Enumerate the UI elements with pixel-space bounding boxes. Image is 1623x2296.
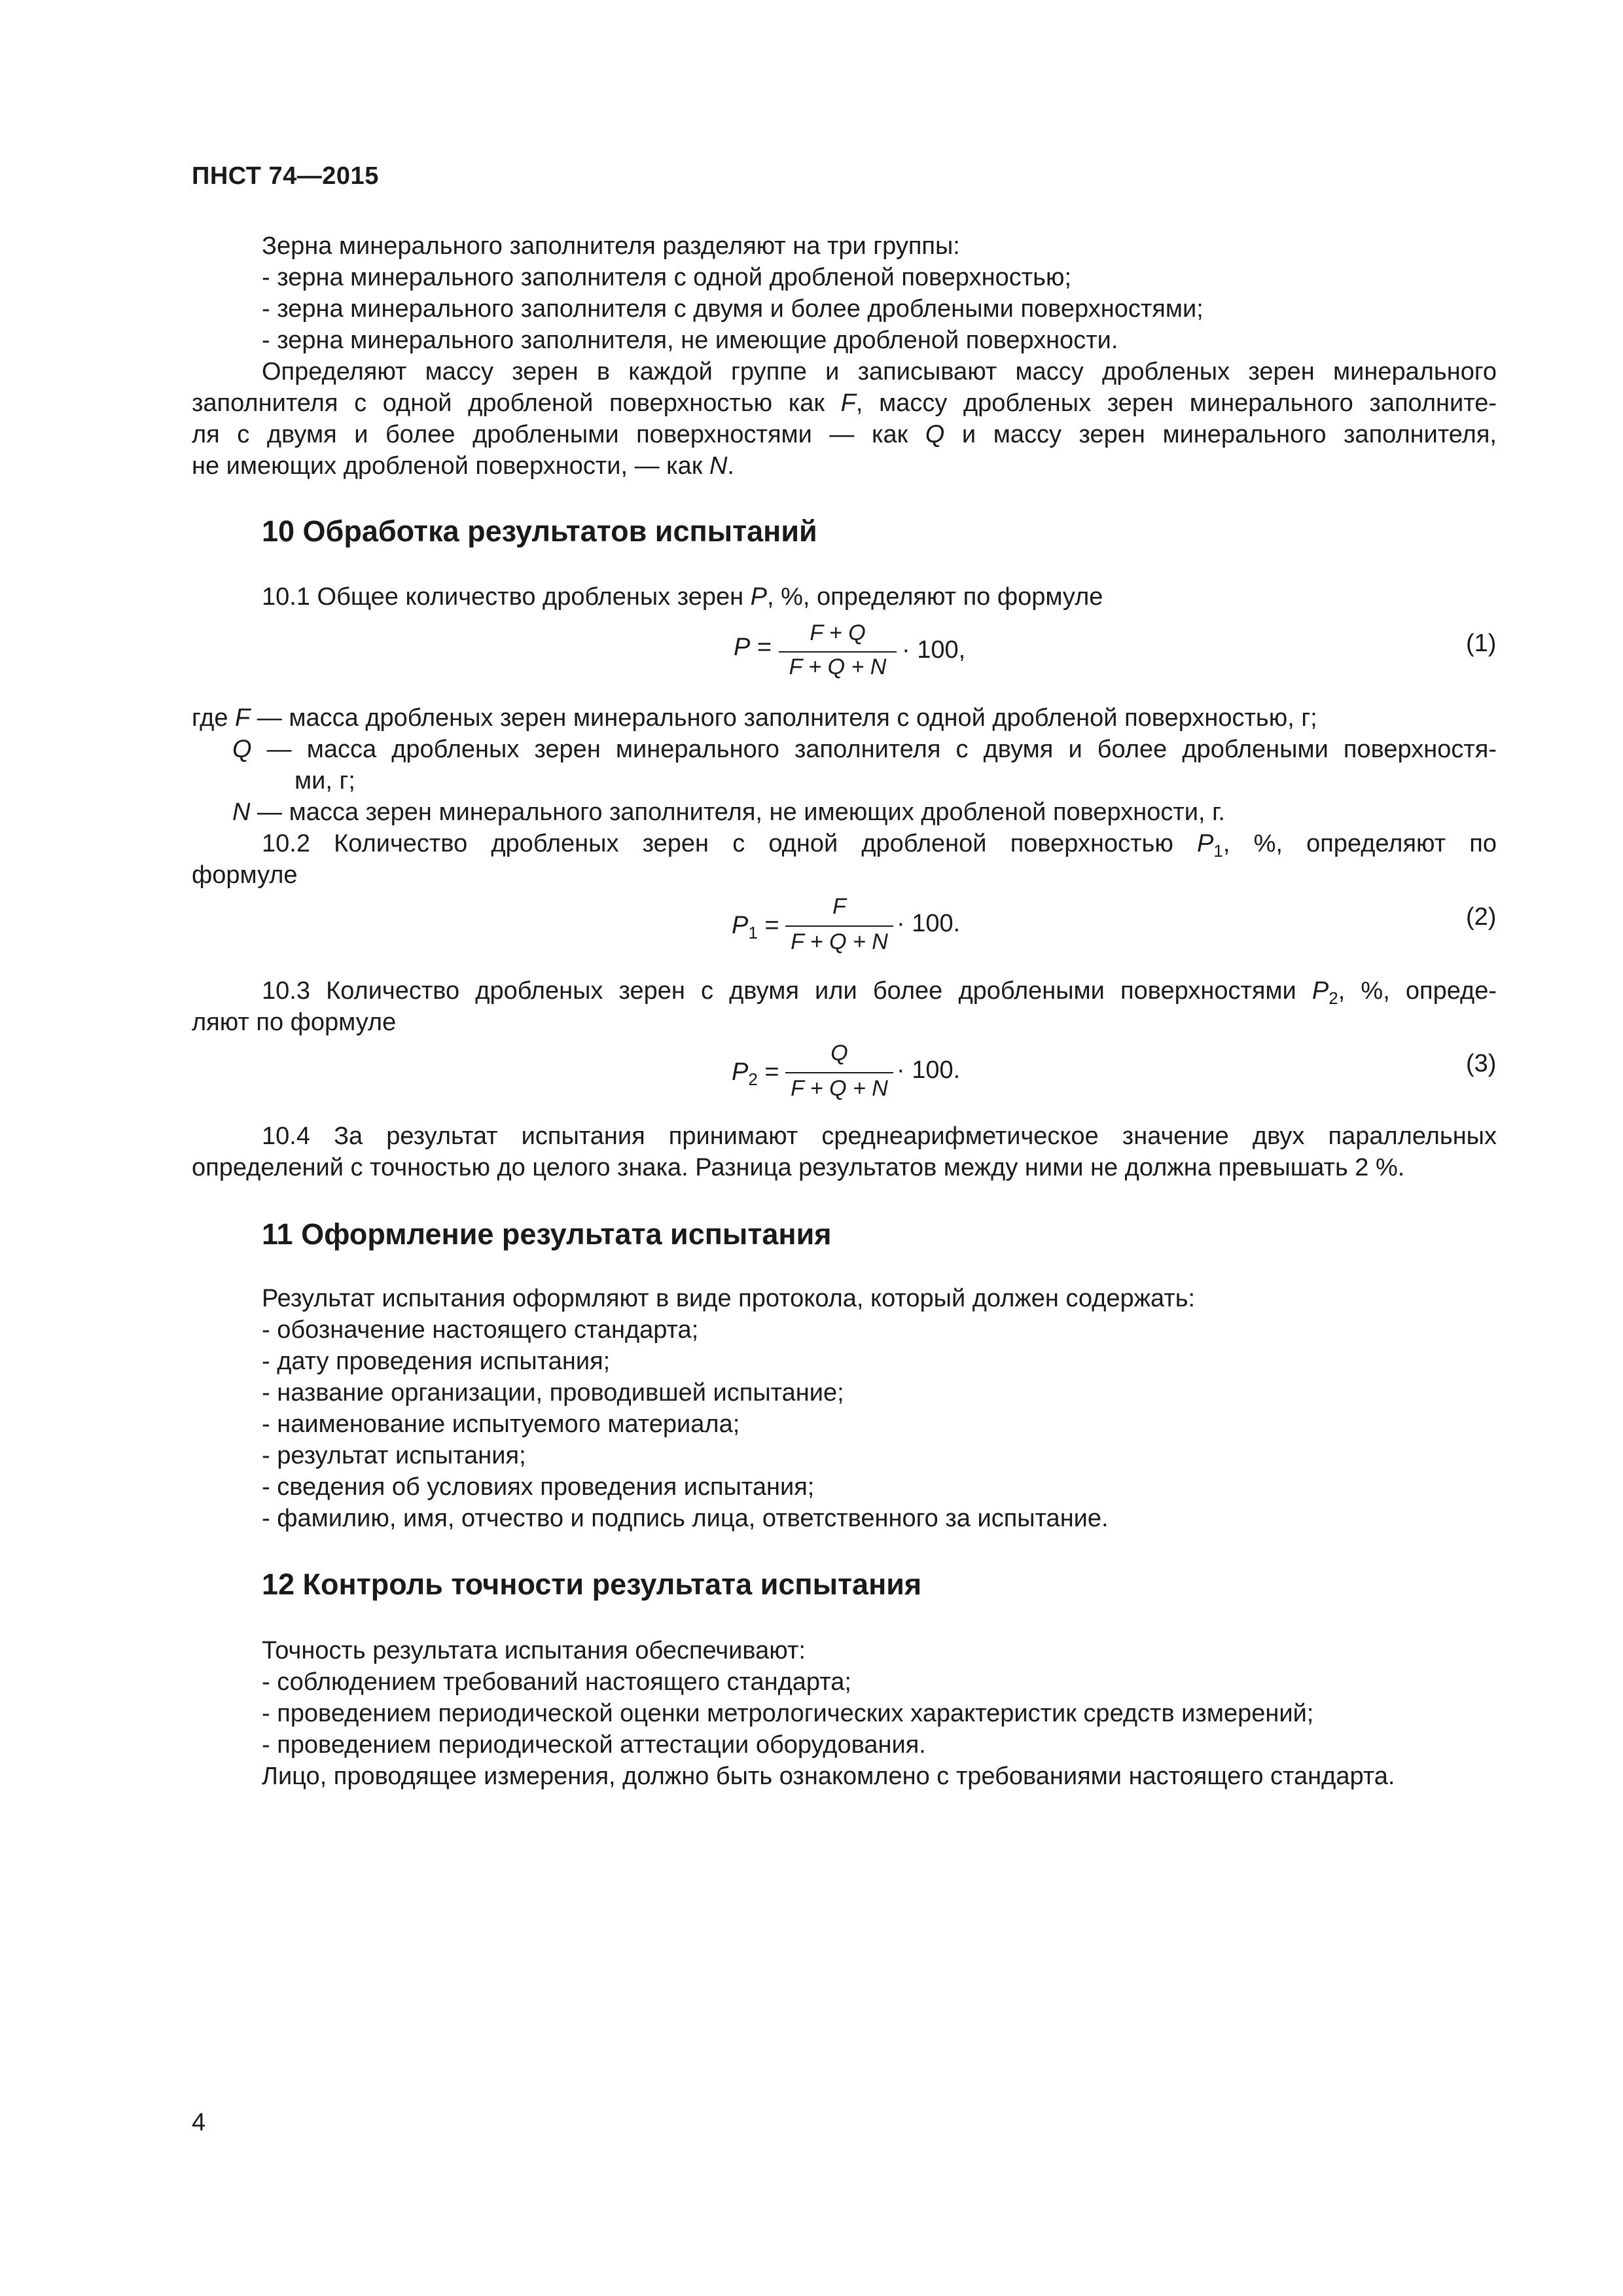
section-12-heading: 12 Контроль точности результата испытания	[262, 1568, 922, 1601]
intro-lead: Зерна минерального заполнителя разделяют на три группы:	[262, 232, 960, 260]
equation-2-numerator: F	[832, 894, 846, 919]
section-11-item: - фамилию, имя, отчество и подпись лица, ответственного за испытание.	[262, 1505, 1109, 1532]
equation-3-lhs: $P_2$ =	[732, 1058, 779, 1089]
equation-1-fraction-bar	[779, 651, 897, 653]
equation-1-tail: · 100,	[902, 636, 966, 664]
section-11-lead: Результат испытания оформляют в виде протокола, который должен содержать:	[262, 1285, 1196, 1312]
section-11-item: - результат испытания;	[262, 1442, 526, 1469]
intro-item-1: - зерна минерального заполнителя с одной дробленой поверхностью;	[262, 264, 1072, 291]
intro-paragraph-line-1: Определяют массу зерен в каждой группе и записывают массу дробленых зерен минерального	[262, 358, 1497, 386]
paragraph-10-3-line-1: 10.3 Количество дробленых зерен с двумя или более дроблеными поверхностями $P_2$, %, опреде-	[262, 977, 1497, 1008]
paragraph-10-1: 10.1 Общее количество дробленых зерен P, %, определяют по формуле	[262, 583, 1103, 611]
section-11-item: - сведения об условиях проведения испытания;	[262, 1473, 815, 1501]
where-Q-line-2: ми, г;	[294, 767, 355, 795]
equation-3-tail: · 100.	[897, 1056, 961, 1084]
equation-3-denominator: F + Q + N	[791, 1076, 888, 1101]
paragraph-10-2-line-2: формуле	[192, 861, 298, 889]
where-F: где F — масса дробленых зерен минерального заполнителя с одной дробленой поверхностью, г;	[192, 704, 1317, 732]
intro-paragraph-line-2: заполнителя с одной дробленой поверхностью как F, массу дробленых зерен минерального заполните-	[192, 389, 1497, 417]
equation-2-number: (2)	[1466, 903, 1497, 931]
equation-2-tail: · 100.	[897, 910, 961, 937]
intro-paragraph-line-4: не имеющих дробленой поверхности, — как N.	[192, 452, 734, 480]
section-12-item: - соблюдением требований настоящего стандарта;	[262, 1668, 851, 1696]
where-N: N — масса зерен минерального заполнителя, не имеющих дробленой поверхности, г.	[232, 798, 1225, 826]
equation-1-number: (1)	[1466, 630, 1497, 657]
section-11-item: - обозначение настоящего стандарта;	[262, 1316, 699, 1344]
section-12-closing: Лицо, проводящее измерения, должно быть ознакомлено с требованиями настоящего стандарта.	[262, 1763, 1395, 1790]
intro-item-2: - зерна минерального заполнителя с двумя и более дроблеными поверхностями;	[262, 295, 1204, 323]
equation-3-fraction-bar	[785, 1072, 893, 1073]
section-12-item: - проведением периодической аттестации оборудования.	[262, 1731, 926, 1759]
section-11-item: - название организации, проводившей испытание;	[262, 1379, 844, 1407]
paragraph-10-4-line-1: 10.4 За результат испытания принимают среднеарифметическое значение двух параллельных	[262, 1122, 1497, 1150]
document-header: ПНСТ 74—2015	[192, 162, 379, 190]
section-12-item: - проведением периодической оценки метрологических характеристик средств измерений;	[262, 1700, 1314, 1727]
equation-2-lhs: $P_1$ =	[732, 912, 779, 942]
paragraph-10-2-line-1: 10.2 Количество дробленых зерен с одной дробленой поверхностью $P_1$, %, определяют по	[262, 830, 1497, 861]
page-number: 4	[192, 2109, 206, 2136]
equation-3-number: (3)	[1466, 1050, 1497, 1077]
section-11-heading: 11 Оформление результата испытания	[262, 1217, 832, 1251]
equation-1-numerator: F + Q	[810, 620, 866, 645]
intro-paragraph-line-3: ля с двумя и более дроблеными поверхностями — как Q и массу зерен минерального заполнителя,	[192, 421, 1497, 448]
paragraph-10-4-line-2: определений с точностью до целого знака. Разница результатов между ними не должна превышать 2 %.	[192, 1154, 1405, 1181]
equation-1-lhs: P =	[734, 634, 772, 661]
section-11-item: - наименование испытуемого материала;	[262, 1410, 740, 1438]
intro-item-3: - зерна минерального заполнителя, не имеющие дробленой поверхности.	[262, 327, 1118, 354]
section-12-lead: Точность результата испытания обеспечивают:	[262, 1637, 806, 1664]
equation-2-fraction-bar	[785, 925, 893, 927]
equation-3-numerator: Q	[830, 1041, 848, 1066]
section-11-item: - дату проведения испытания;	[262, 1348, 611, 1375]
section-10-heading: 10 Обработка результатов испытаний	[262, 514, 817, 548]
equation-1-denominator: F + Q + N	[789, 655, 887, 679]
paragraph-10-3-line-2: ляют по формуле	[192, 1009, 397, 1036]
where-Q-line-1: Q — масса дробленых зерен минерального заполнителя с двумя и более дроблеными поверхностя-	[232, 736, 1497, 763]
equation-2-denominator: F + Q + N	[791, 929, 888, 954]
